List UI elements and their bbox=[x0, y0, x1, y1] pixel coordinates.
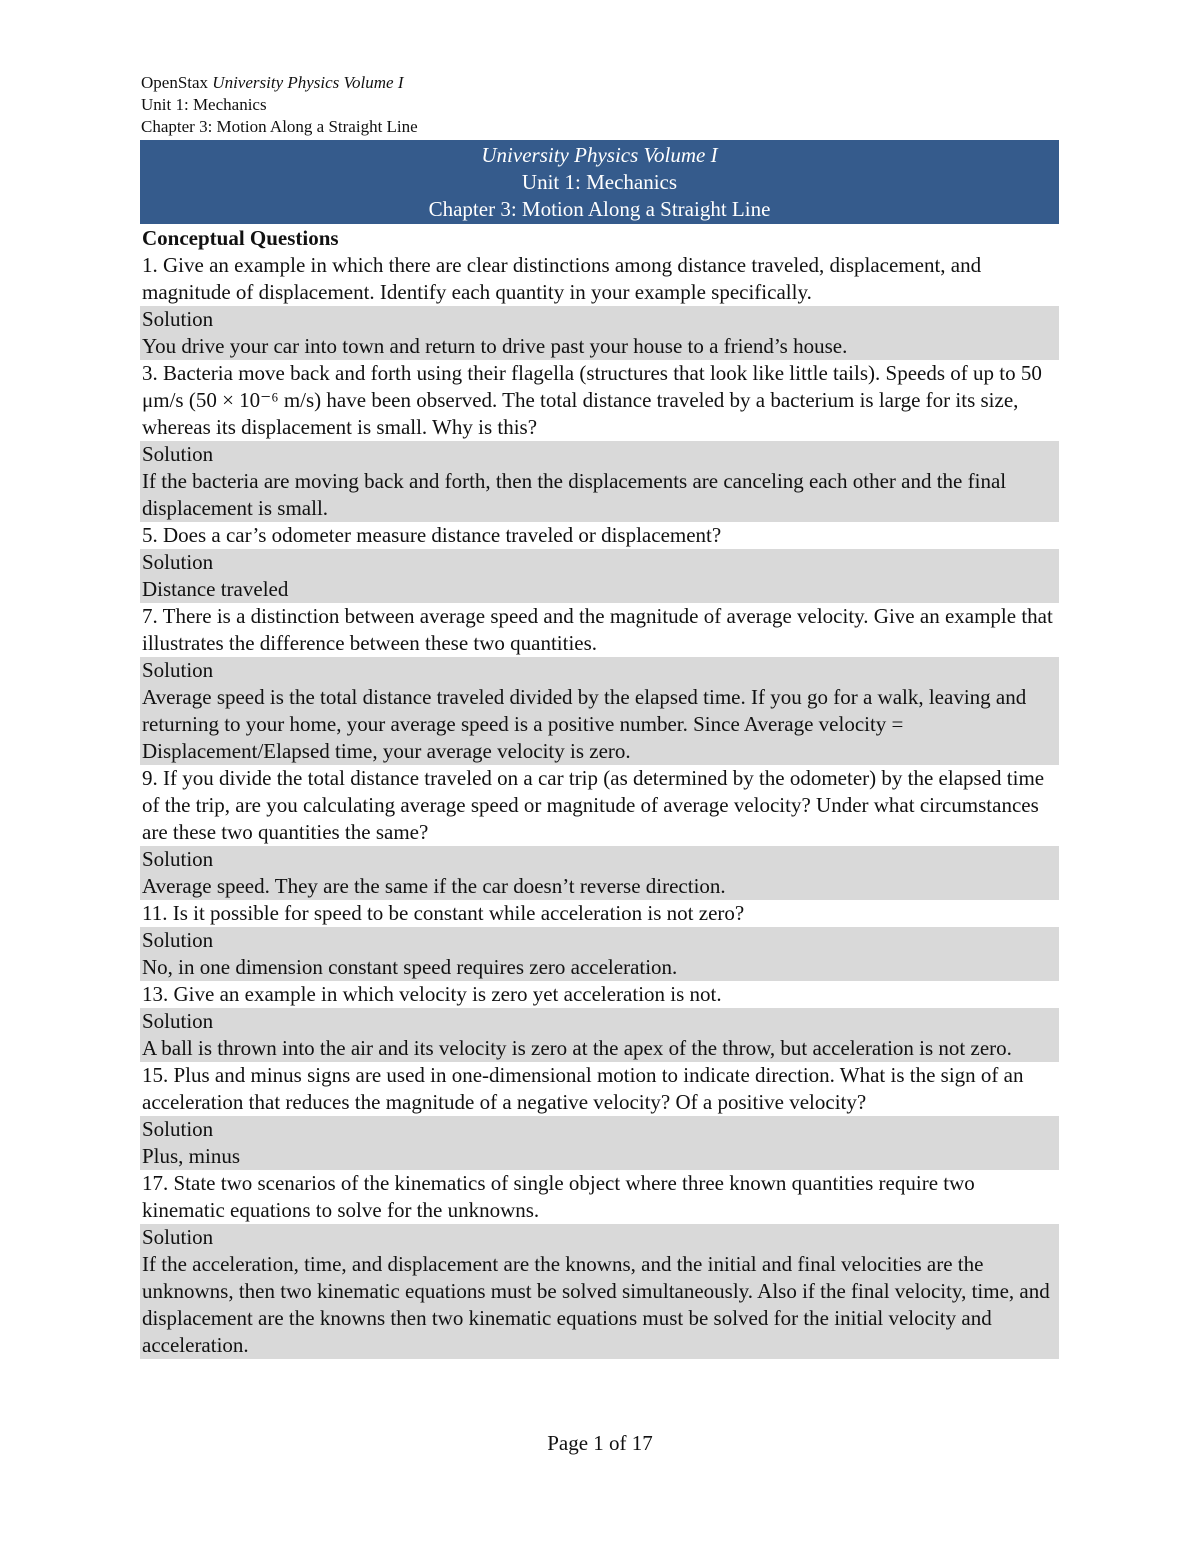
banner-unit-title: Unit 1: Mechanics bbox=[521, 170, 678, 194]
page-number: Page 1 of 17 bbox=[547, 1431, 653, 1455]
solution-text: Distance traveled bbox=[142, 577, 289, 601]
solution-text: If the acceleration, time, and displacement are the knowns, and the initial and final velocities are the unknowns, then two kinematic equations must be solved simultaneously. Also if the final velocity, time, and displacement are the knowns then two kinematic equations must be solved for the initial velocity and acceleration. bbox=[142, 1252, 1050, 1357]
running-header-chapter: Chapter 3: Motion Along a Straight Line bbox=[141, 117, 418, 136]
running-header-publisher: OpenStax bbox=[141, 73, 209, 92]
qa-list bbox=[140, 252, 1059, 1359]
solution-label: Solution bbox=[142, 1225, 214, 1249]
solution-block bbox=[140, 306, 1059, 360]
running-header-book: University Physics Volume I bbox=[212, 73, 404, 92]
question-text: 15. Plus and minus signs are used in one-dimensional motion to indicate direction. What is the sign of an acceleration that reduces the magnitude of a negative velocity? Of a positive velocity? bbox=[142, 1063, 1024, 1114]
solution-block bbox=[140, 657, 1059, 765]
solution-block bbox=[140, 927, 1059, 981]
solution-label: Solution bbox=[142, 307, 214, 331]
solution-label: Solution bbox=[142, 658, 214, 682]
solution-label: Solution bbox=[142, 1009, 214, 1033]
solution-block bbox=[140, 1116, 1059, 1170]
banner-chapter-title: Chapter 3: Motion Along a Straight Line bbox=[428, 197, 771, 221]
question-text: 5. Does a car’s odometer measure distance traveled or displacement? bbox=[142, 523, 722, 547]
solution-block bbox=[140, 846, 1059, 900]
section-heading: Conceptual Questions bbox=[142, 226, 339, 250]
solution-text: You drive your car into town and return to drive past your house to a friend’s house. bbox=[142, 334, 848, 358]
banner-book-title: University Physics Volume I bbox=[481, 143, 718, 167]
document-content bbox=[140, 140, 1059, 1359]
question-text: 1. Give an example in which there are clear distinctions among distance traveled, displacement, and magnitude of displacement. Identify each quantity in your example specifically. bbox=[142, 253, 982, 304]
solution-text: Average speed. They are the same if the car doesn’t reverse direction. bbox=[142, 874, 726, 898]
running-header-book-line bbox=[141, 72, 418, 94]
title-banner bbox=[140, 140, 1059, 224]
solution-block bbox=[140, 1008, 1059, 1062]
question-text: 17. State two scenarios of the kinematics of single object where three known quantities require two kinematic equations to solve for the unknowns. bbox=[142, 1171, 975, 1222]
question-text: 13. Give an example in which velocity is zero yet acceleration is not. bbox=[142, 982, 722, 1006]
running-header-unit: Unit 1: Mechanics bbox=[141, 95, 267, 114]
solution-text: Average speed is the total distance traveled divided by the elapsed time. If you go for a walk, leaving and returning to your home, your average speed is a positive number. Since Average velocity = Displacement/Elapsed time, your average velocity is zero. bbox=[142, 685, 1027, 763]
solution-block bbox=[140, 549, 1059, 603]
solution-label: Solution bbox=[142, 928, 214, 952]
solution-label: Solution bbox=[142, 550, 214, 574]
solution-text: No, in one dimension constant speed requires zero acceleration. bbox=[142, 955, 678, 979]
solution-label: Solution bbox=[142, 847, 214, 871]
solution-text: Plus, minus bbox=[142, 1144, 241, 1168]
question-text: 9. If you divide the total distance traveled on a car trip (as determined by the odometer) by the elapsed time of the trip, are you calculating average speed or magnitude of average velocity? Under what circumstances are these two quantities the same? bbox=[142, 766, 1045, 844]
solution-block bbox=[140, 441, 1059, 522]
page-footer bbox=[0, 1430, 1200, 1457]
solution-block bbox=[140, 1224, 1059, 1359]
solution-label: Solution bbox=[142, 1117, 214, 1141]
question-text: 7. There is a distinction between average speed and the magnitude of average velocity. Give an example that illustrates the difference between these two quantities. bbox=[142, 604, 1053, 655]
solution-text: A ball is thrown into the air and its velocity is zero at the apex of the throw, but acceleration is not zero. bbox=[142, 1036, 1012, 1060]
question-text: 11. Is it possible for speed to be constant while acceleration is not zero? bbox=[142, 901, 745, 925]
solution-text: If the bacteria are moving back and forth, then the displacements are canceling each other and the final displacement is small. bbox=[142, 469, 1007, 520]
question-text: 3. Bacteria move back and forth using their flagella (structures that look like little tails). Speeds of up to 50 μm/s (50 × 10⁻⁶ m/s) have been observed. The total distance traveled by a bacterium is large for its size, whereas its displacement is small. Why is this? bbox=[142, 361, 1042, 439]
running-header bbox=[141, 72, 418, 138]
solution-label: Solution bbox=[142, 442, 214, 466]
